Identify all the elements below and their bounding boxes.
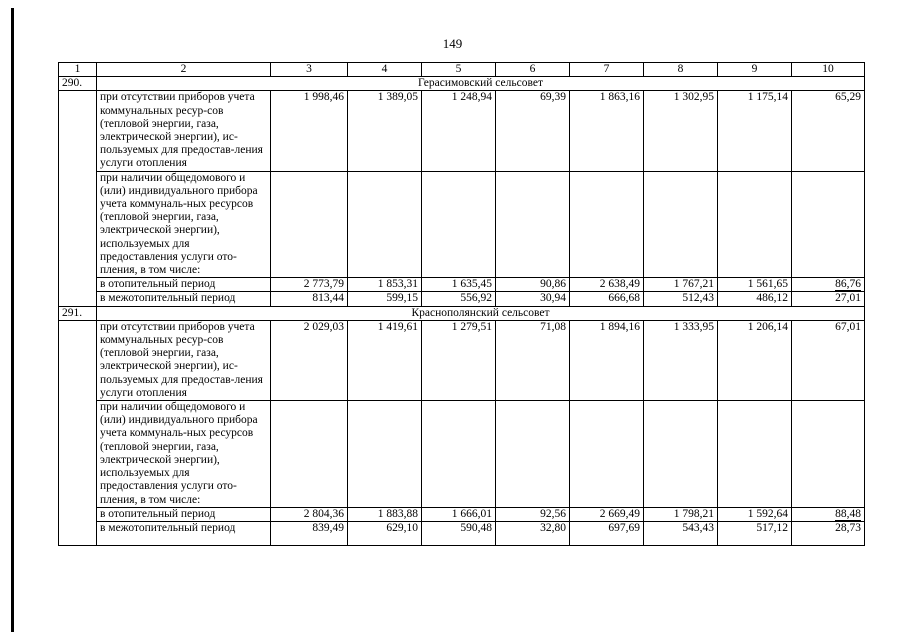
table-row	[59, 171, 865, 278]
column-header: 6	[496, 63, 570, 77]
value-cell: 71,08	[496, 320, 570, 400]
value-cell: 1 666,01	[422, 507, 496, 521]
empty-cell	[570, 401, 644, 508]
value-cell: 28,73	[792, 521, 865, 545]
value-cell: 666,68	[570, 292, 644, 306]
section-index-spacer	[59, 91, 97, 306]
section-header-row	[59, 306, 865, 320]
value-cell: 1 302,95	[644, 91, 718, 171]
page-number: 149	[442, 36, 463, 51]
empty-cell	[644, 171, 718, 278]
value-cell: 1 279,51	[422, 320, 496, 400]
value-cell: 697,69	[570, 521, 644, 545]
value-cell: 543,43	[644, 521, 718, 545]
empty-cell	[718, 171, 792, 278]
column-header: 4	[348, 63, 422, 77]
value-cell	[792, 278, 865, 292]
row-label: при наличии общедомового и (или) индивидуального прибора учета коммуналь-ных ресурсов (тепловой энергии, газа, электрической энергии), используемых для предоставления услуги ото-пления, в том числе:	[97, 401, 271, 508]
value-cell: 2 669,49	[570, 507, 644, 521]
column-header: 1	[59, 63, 97, 77]
table-row	[59, 401, 865, 508]
value-cell: 2 029,03	[271, 320, 348, 400]
value-cell	[792, 91, 865, 171]
row-label: при отсутствии приборов учета коммунальных ресур-сов (тепловой энергии, газа, электрической энергии), ис-пользуемых для предостав-ления услуги отопления	[97, 320, 271, 400]
value-underlined: 88,48	[835, 507, 861, 520]
value-cell: 1 248,94	[422, 91, 496, 171]
value-underlined: 65,29	[835, 91, 861, 104]
column-header: 2	[97, 63, 271, 77]
value-cell: 32,80	[496, 521, 570, 545]
value-cell: 1 389,05	[348, 91, 422, 171]
page-margin-bar	[11, 8, 14, 632]
value-cell: 517,12	[718, 521, 792, 545]
table-row	[59, 507, 865, 521]
value-cell: 2 773,79	[271, 278, 348, 292]
table-row	[59, 292, 865, 306]
value-cell: 92,56	[496, 507, 570, 521]
value-cell: 1 863,16	[570, 91, 644, 171]
section-index: 291.	[59, 306, 97, 320]
empty-cell	[348, 401, 422, 508]
value-cell: 69,39	[496, 91, 570, 171]
table-row	[59, 521, 865, 545]
column-header-row	[59, 63, 865, 77]
column-header: 5	[422, 63, 496, 77]
value-cell: 486,12	[718, 292, 792, 306]
empty-cell	[792, 401, 865, 508]
value-cell: 839,49	[271, 521, 348, 545]
row-label: в отопительный период	[97, 507, 271, 521]
value-cell: 1 333,95	[644, 320, 718, 400]
column-header: 7	[570, 63, 644, 77]
empty-cell	[496, 401, 570, 508]
column-header: 9	[718, 63, 792, 77]
value-cell: 629,10	[348, 521, 422, 545]
empty-cell	[792, 171, 865, 278]
tariff-table	[58, 62, 865, 546]
value-cell: 2 804,36	[271, 507, 348, 521]
value-cell: 1 592,64	[718, 507, 792, 521]
table-row	[59, 320, 865, 400]
empty-cell	[496, 171, 570, 278]
value-cell: 30,94	[496, 292, 570, 306]
value-cell: 512,43	[644, 292, 718, 306]
value-cell: 1 561,65	[718, 278, 792, 292]
value-cell: 1 798,21	[644, 507, 718, 521]
section-index: 290.	[59, 77, 97, 91]
empty-cell	[271, 401, 348, 508]
value-cell: 90,86	[496, 278, 570, 292]
section-name: Герасимовский сельсовет	[97, 77, 865, 91]
section-name: Краснополянский сельсовет	[97, 306, 865, 320]
empty-cell	[422, 401, 496, 508]
empty-cell	[348, 171, 422, 278]
value-cell: 1 883,88	[348, 507, 422, 521]
value-cell: 599,15	[348, 292, 422, 306]
value-cell: 2 638,49	[570, 278, 644, 292]
value-cell: 813,44	[271, 292, 348, 306]
value-cell: 1 635,45	[422, 278, 496, 292]
column-header: 8	[644, 63, 718, 77]
value-underlined: 67,01	[835, 320, 861, 333]
table-row	[59, 91, 865, 171]
row-label: при наличии общедомового и (или) индивидуального прибора учета коммуналь-ных ресурсов (тепловой энергии, газа, электрической энергии), используемых для предоставления услуги ото-пления, в том числе:	[97, 171, 271, 278]
value-cell	[792, 320, 865, 400]
section-index-spacer	[59, 320, 97, 545]
empty-cell	[271, 171, 348, 278]
section-header-row	[59, 77, 865, 91]
row-label: в отопительный период	[97, 278, 271, 292]
value-cell: 1 206,14	[718, 320, 792, 400]
value-cell: 1 998,46	[271, 91, 348, 171]
value-underlined: 86,76	[835, 278, 861, 291]
empty-cell	[718, 401, 792, 508]
row-label: при отсутствии приборов учета коммунальных ресур-сов (тепловой энергии, газа, электрической энергии), ис-пользуемых для предостав-ления услуги отопления	[97, 91, 271, 171]
column-header: 10	[792, 63, 865, 77]
value-cell: 1 767,21	[644, 278, 718, 292]
table-row	[59, 278, 865, 292]
row-label: в межотопительный период	[97, 292, 271, 306]
empty-cell	[570, 171, 644, 278]
value-cell: 1 419,61	[348, 320, 422, 400]
value-cell: 556,92	[422, 292, 496, 306]
value-cell: 1 175,14	[718, 91, 792, 171]
value-cell: 1 894,16	[570, 320, 644, 400]
empty-cell	[422, 171, 496, 278]
value-cell	[792, 507, 865, 521]
value-cell: 27,01	[792, 292, 865, 306]
empty-cell	[644, 401, 718, 508]
column-header: 3	[271, 63, 348, 77]
value-cell: 1 853,31	[348, 278, 422, 292]
row-label: в межотопительный период	[97, 521, 271, 545]
value-cell: 590,48	[422, 521, 496, 545]
